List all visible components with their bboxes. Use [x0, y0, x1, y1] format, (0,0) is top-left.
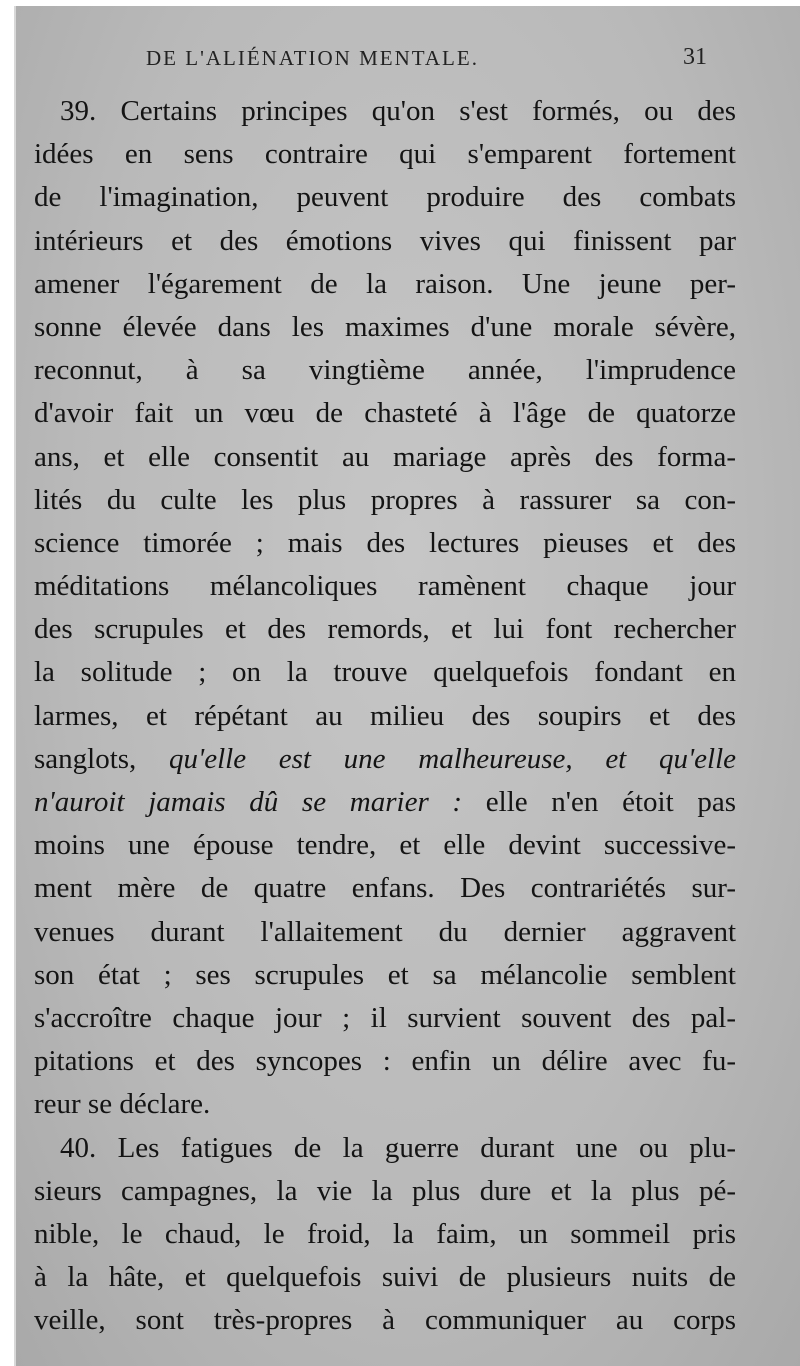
italic-quote: qu'elle est une malheureuse, et qu'elle: [169, 742, 736, 775]
text-line: s'accroître chaque jour ; il survient souvent des pal-: [34, 1001, 736, 1034]
text-line: intérieurs et des émotions vives qui finissent par: [34, 224, 736, 257]
text-line: reconnut, à sa vingtième année, l'imprudence: [34, 354, 736, 387]
text-line-with-italic: [34, 738, 736, 781]
text-run: elle n'en étoit pas: [485, 786, 736, 818]
text-line: ans, et elle consentit au mariage après des forma-: [34, 440, 736, 473]
page-number: 31: [683, 44, 707, 70]
text-line: la solitude ; on la trouve quelquefois fondant en: [34, 656, 736, 689]
book-page: [14, 6, 800, 1366]
text-line: d'avoir fait un vœu de chasteté à l'âge de quatorze: [34, 397, 736, 430]
text-line: amener l'égarement de la raison. Une jeune per-: [34, 267, 736, 300]
text-line: larmes, et répétant au milieu des soupirs et des: [34, 699, 736, 732]
text-run: sanglots,: [34, 742, 170, 775]
running-title: DE L'ALIÉNATION MENTALE.: [146, 46, 479, 70]
text-line: science timorée ; mais des lectures pieuses et des: [34, 526, 736, 559]
text-line: son état ; ses scrupules et sa mélancolie semblent: [34, 958, 736, 991]
text-line: moins une épouse tendre, et elle devint successive-: [34, 829, 736, 862]
text-line: lités du culte les plus propres à rassurer sa con-: [34, 483, 736, 516]
text-line: méditations mélancoliques ramènent chaque jour: [34, 570, 736, 603]
page-header: [16, 46, 800, 86]
text-line: des scrupules et des remords, et lui font rechercher: [34, 613, 736, 646]
text-line: sonne élevée dans les maximes d'une morale sévère,: [34, 310, 736, 343]
text-line: de l'imagination, peuvent produire des combats: [34, 181, 736, 214]
text-line: 40. Les fatigues de la guerre durant une ou plu-: [60, 1131, 736, 1164]
text-line: sieurs campagnes, la vie la plus dure et la plus pé-: [34, 1174, 736, 1207]
text-line: 39. Certains principes qu'on s'est formés, ou des: [60, 95, 736, 127]
text-line: venues durant l'allaitement du dernier aggravent: [34, 915, 736, 948]
text-line: ment mère de quatre enfans. Des contrariétés sur-: [34, 872, 736, 905]
text-line: veille, sont très-propres à communiquer au corps: [34, 1304, 736, 1337]
text-line: nible, le chaud, le froid, la faim, un sommeil pris: [34, 1217, 736, 1250]
body-text: [34, 90, 736, 1342]
italic-quote: n'auroit jamais dû se marier :: [34, 786, 486, 818]
text-line: pitations et des syncopes : enfin un délire avec fu-: [34, 1045, 736, 1078]
text-line: à la hâte, et quelquefois suivi de plusieurs nuits de: [34, 1261, 736, 1294]
text-line: idées en sens contraire qui s'emparent fortement: [34, 138, 736, 171]
text-line: reur se déclare.: [34, 1088, 211, 1121]
text-line-with-italic: [34, 781, 736, 824]
